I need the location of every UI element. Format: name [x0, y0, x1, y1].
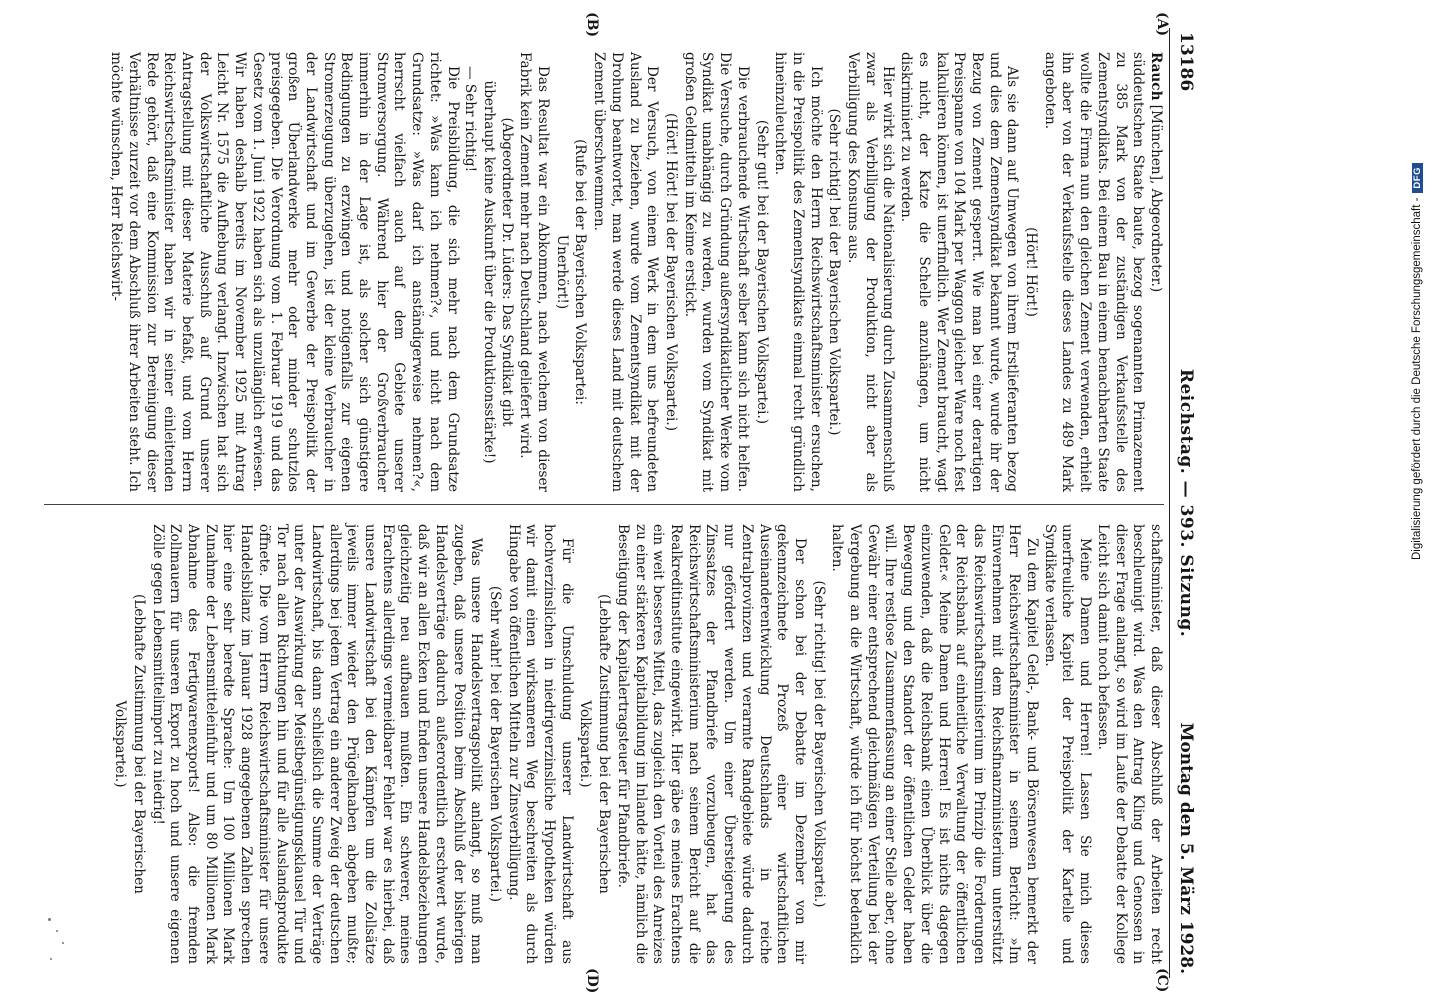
paragraph: Die verbrauchende Wirtschaft selber kann sich nicht helfen. Die Versuche, durch Gründung außersyndikatlicher Werke vom Syndikat unabhängig zu werden, wurden vom Syndikat mit großen Geldmitteln im Keime erstickt.: [681, 52, 751, 492]
scan-speck: [50, 958, 52, 960]
paragraph: schaftsminister, daß dieser Abschluß der Arbeiten recht beschleunigt wird. Was den Antrag Kling und Genossen in dieser Frage anlangt, so wird im Laufe der Debatte der Kollege Leicht sich damit noch befassen.: [1094, 524, 1164, 964]
paragraph: Der schon bei der Debatte im Dezember von mir gekennzeichnete Prozeß einer wirtschaftlichen Auseinanderentwicklung Deutschlands in reiche Zentralprovinzen und verarmte Randgebiete würde dadurch nur gefördert werden. Um einer Übersteigerung des Zinssatzes der Pfandbriefe vorzubeugen, hat das Reichswirtschaftsministerium nach seinem Bericht auf die Realkreditinstitute eingewirkt. Hier gäbe es meines Erachtens ein weit besseres Mittel, das zugleich den Vorteil des Anreizes zu einer stärkeren Kapitalbildung im Inlande hätte, nämlich die Beseitigung der Kapitalertragsteuer für Pfandbriefe.: [614, 524, 808, 964]
interjection: (Abgeordneter Dr. Lüders: Das Syndikat gibt überhaupt keine Auskunft über die Produktionsstärke!): [480, 80, 515, 464]
interjection: Unerhört!): [553, 234, 570, 310]
session-date: Montag den 5. März 1928.: [1176, 722, 1196, 974]
margin-marker-b: (B): [584, 12, 600, 38]
interjection: (Lebhafte Zustimmung bei der Bayerischen: [596, 594, 613, 894]
paragraph: Für die Umschuldung unserer Landwirtschaft aus hochverzinslichen in niedrigverzinsliche Hypotheken würden wir damit einen wirksameren Weg beschreiten als durch Hingabe von öffentlichen Mitteln zur Zinsverbilligung.: [505, 524, 575, 964]
document-page: [30, 12, 1200, 994]
scan-speck: [48, 918, 51, 921]
right-column: [110, 524, 1164, 964]
speaker-name: Rauch: [1148, 52, 1164, 101]
speaker-line: [1146, 52, 1164, 492]
interjection: — Sehr richtig!: [462, 66, 479, 173]
interjection: (Sehr richtig! bei der Bayerischen Volkspartei.): [810, 580, 827, 908]
running-header: [1169, 28, 1200, 978]
left-column: [107, 52, 1164, 492]
paragraph: Hier wirkt sich die Nationalisierung durch Zusammenschluß zwar als Verbilligung der Produktion, nicht aber als Verbilligung des Konsums aus.: [845, 52, 897, 492]
interjection: Volkspartei.): [112, 700, 129, 788]
digitization-credit: [1411, 0, 1431, 560]
interjection: (Hört! Hört! bei der Bayerischen Volkspartei.): [663, 112, 680, 432]
interjection: (Sehr wahr! bei der Bayerischen Volkspartei.): [486, 585, 503, 903]
paragraph: Der Versuch, von einem Werk in dem uns befreundeten Ausland zu beziehen, wurde vom Zementsyndikat mit der Drohung beantwortet, man werde dieses Land mit deutschem Zement überschwemmen.: [591, 52, 661, 492]
session-title: Reichstag. — 393. Sitzung.: [1176, 368, 1196, 638]
margin-marker-d: (D): [584, 968, 600, 994]
paragraph: Das Resultat war ein Abkommen, nach welchem von dieser Fabrik kein Zement mehr nach Deutschland geliefert wird.: [517, 52, 552, 492]
page-number: 13186: [1176, 32, 1196, 92]
interjection: (Sehr richtig! bei der Bayerischen Volkspartei.): [826, 108, 843, 436]
dfg-logo: DFG: [1412, 163, 1423, 193]
paragraph: Als sie dann auf Umwegen von ihrem Erstlieferanten bezog und dies dem Zementsyndikat bekannt wurde, wurde ihr der Bezug von Zement gesperrt. Wie man bei einer derartigen Preisspanne von 104 Mark per Waggon gleicher Ware noch fest kalkulieren können, ist unerfindlich. Wer Zement braucht, wagt es nicht, der Katze die Schelle anzuhängen, um nicht diskriminiert zu werden.: [898, 52, 1021, 492]
interjection: Volkspartei.): [577, 700, 594, 788]
interjection: (Hört! Hört!): [1023, 227, 1040, 317]
paragraph: Was unsere Handelsvertragspolitik anlangt, so muß man zugeben, daß unsere Position beim Abschluß der bisherigen Handelsverträge dadurch außerordentlich erschwert wurde, daß wir an allen Ecken und Enden unsere Handelsbeziehungen gleichzeitig neu aufbauen mußten. Ein schwerer, meines Erachtens allerdings vermeidbarer Fehler war es hierbei, daß unsere Landwirtschaft bei den Kämpfen um die Zollsätze jeweils immer wieder den Prügelknaben abgeben mußte; allerdings bei jedem Vertrag ein anderer Zweig der deutschen Landwirtschaft, bis dann schließlich die Summe der Verträge unter der Auswirkung der Meistbegünstigungsklausel Tür und Tor nach allen Richtungen hin und für alle Auslandsprodukte öffnete. Die vom Herrn Reichswirtschaftsminister für unsere Handelsbilanz im Januar 1928 angegebenen Zahlen sprechen hier eine sehr beredte Sprache: Um 100 Millionen Mark Zunahme der Lebensmitteleinfuhr und um 80 Millionen Mark Abnahme des Fertigwarenexports! Also: die fremden Zollmauern für unseren Export zu hoch und unsere eigenen Zölle gegen Lebensmittelimport zu niedrig!: [149, 524, 485, 964]
interjection: (Sehr gut! bei der Bayerischen Volkspartei.): [753, 119, 770, 425]
paragraph: Meine Damen und Herren! Lassen Sie mich dieses unerfreuliche Kapitel der Preispolitik der Kartelle und Syndikate verlassen.: [1041, 524, 1094, 964]
speaker-role: [München], Abgeordneter.): [1148, 100, 1164, 293]
margin-marker-a: (A): [1154, 12, 1170, 37]
paragraph: Die Preisbildung, die sich mehr nach dem Grundsatze richtet: »Was kann ich nehmen?«, und nicht nach dem Grundsatze: »Was darf ich anständigerweise nehmen?«, herrscht vielfach auch auf dem Gebiete unserer Stromversorgung. Während hier der Großverbraucher immerhin in der Lage ist, als solcher sich günstigere Bedingungen zu erzwingen und notigenfalls zur eigenen Stromerzeugung überzugehen, ist der kleine Verbraucher in der Landwirtschaft und im Gewerbe der Preispolitik der großen Überlandwerke mehr oder minder schutzlos preisgegeben. Die Verordnung vom 1. Februar 1919 und das Gesetz vom 1. Juni 1922 haben sich als unzulänglich erwiesen. Wir haben deshalb bereits im November 1925 mit Antrag Leicht Nr. 1575 die Aufhebung verlangt. Inzwischen hat sich der Volkswirtschaftliche Ausschuß auf Grund unserer Antragstellung mit dieser Materie befaßt, und vom Herrn Reichswirtschaftsminister haben wir in seiner einleitenden Rede gehört, daß eine Kommission zur Bereinigung dieser Verhältnisse zurzeit vor dem Abschluß ihrer Arbeiten steht. Ich möchte wünschen, Herr Reichswirt-: [108, 52, 461, 492]
paragraph: süddeutschen Staate baute, bezog sogenannten Primazement zu 385 Mark von der zuständigen Verkaufsstelle des Zementsyndikats. Bei einem Bau in einem benachbarten Staate wollte die Firma nun den gleichen Zement verwenden, erhielt ihn aber von der Verkaufsstelle dieses Landes zu 489 Mark angeboten.: [1041, 52, 1147, 492]
interjection: (Lebhafte Zustimmung bei der Bayerischen: [130, 594, 147, 894]
scan-speck: [56, 930, 58, 932]
scan-speck: [62, 942, 64, 944]
paragraph: Zu dem Kapitel Geld-, Bank- und Börsenwesen bemerkt der Herr Reichswirtschaftsminister in seinem Bericht: »Im Einvernehmen mit dem Reichsfinanzministerium unterstützt das Reichswirtschaftsministerium im Prinzip die Forderungen der Reichsbank auf einheitliche Verwaltung der öffentlichen Gelder.« Meine Damen und Herren! Es ist nichts dagegen einzuwenden, daß die Reichsbank einen Überblick über die Bewegung und den Standort der öffentlichen Gelder haben will. Ihre restlose Zusammenfassung an einer Stelle aber, ohne Gewähr einer entsprechend gleichmäßigen Verteilung bei der Vergebung an die Wirtschaft, würde ich für höchst bedenklich halten.: [829, 524, 1041, 964]
credit-text: Digitalisierung gefördert durch die Deutsche Forschungsgemeinschaft -: [1411, 197, 1423, 560]
column-divider: [44, 504, 1164, 505]
margin-marker-c: (C): [1154, 968, 1170, 993]
paragraph: Ich möchte den Herrn Reichswirtschaftsminister ersuchen, in die Preispolitik des Zementsyndikats einmal recht gründlich hineinzuleuchten.: [772, 52, 824, 492]
interjection: (Rufe bei der Bayerischen Volkspartei:: [572, 139, 589, 405]
